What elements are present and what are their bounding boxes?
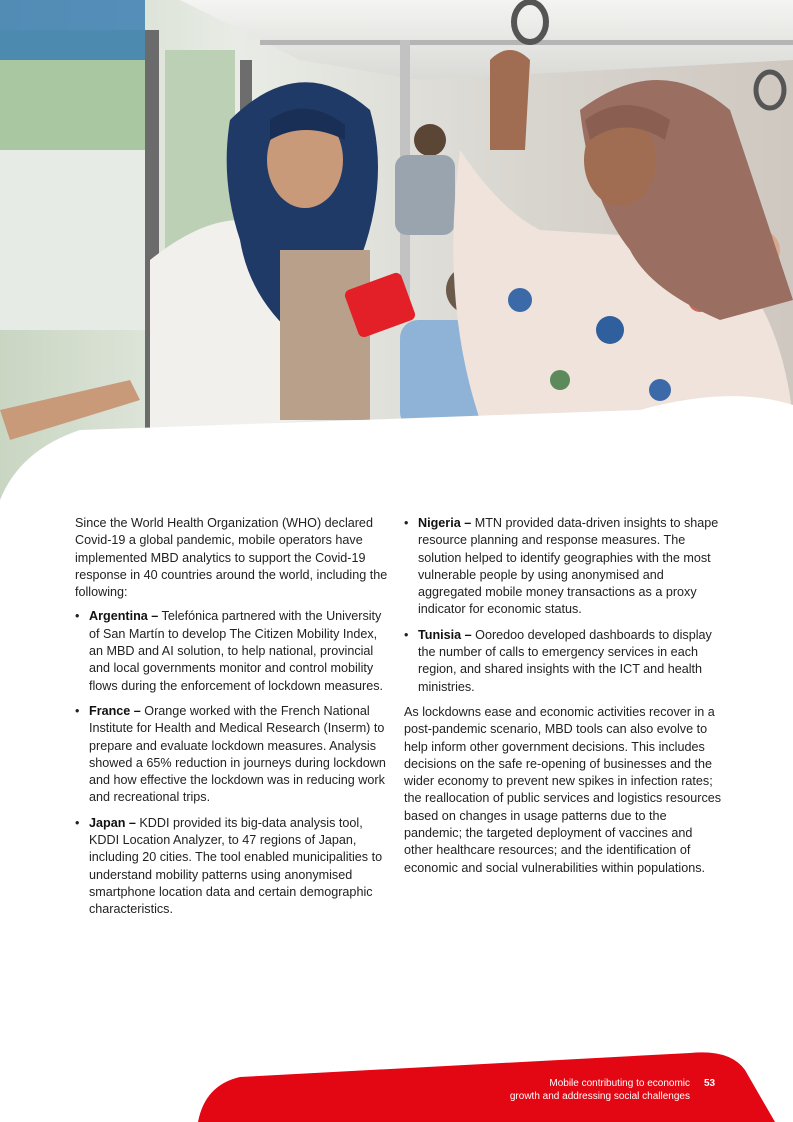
footer-line-1: Mobile contributing to economic: [549, 1078, 690, 1089]
right-bullet-list: [404, 515, 722, 696]
country-label: Argentina –: [89, 609, 159, 624]
list-item: [404, 627, 722, 696]
hero-photo: [0, 0, 793, 500]
left-bullet-list: [75, 608, 393, 918]
list-item: [75, 608, 393, 694]
country-label: France –: [89, 703, 141, 718]
left-column: [75, 515, 393, 927]
bullet-icon: •: [75, 609, 80, 624]
list-item-text: KDDI provided its big-data analysis tool, KDDI Location Analyzer, to 47 regions of Japan, including 20 cities. The tool enabled municipalities to understand mobility patterns using anonymised smartphone location data and certain demographic characteristics.: [89, 815, 383, 917]
list-item-text: MTN provided data-driven insights to shape resource planning and response measures. The solution helped to identify geographies with the most vulnerable people by using anonymised and aggregated mobile money transactions as a proxy indicator for economic status.: [418, 516, 719, 617]
intro-paragraph: Since the World Health Organization (WHO) declared Covid-19 a global pandemic, mobile operators have implemented MBD analytics to support the Covid-19 response in 40 countries around the world, including the following:: [75, 516, 388, 600]
footer-caption: [480, 1077, 690, 1103]
list-item: [404, 515, 722, 619]
page-number: 53: [704, 1078, 716, 1089]
bullet-icon: •: [404, 516, 409, 530]
bullet-icon: •: [75, 815, 80, 830]
right-column: [404, 515, 722, 884]
list-item-text: Ooredoo developed dashboards to display the number of calls to emergency services in each region, and shared insights with the ICT and health ministries.: [418, 627, 712, 694]
footer-line-2: growth and addressing social challenges: [509, 1091, 690, 1102]
bullet-icon: •: [75, 703, 80, 718]
country-label: Nigeria –: [418, 516, 472, 530]
country-label: Tunisia –: [418, 627, 472, 642]
bullet-icon: •: [404, 627, 409, 642]
country-label: Japan –: [89, 815, 136, 830]
list-item-text: Telefónica partnered with the University of San Martín to develop The Citizen Mobility Index, an MBD and AI solution, to help national, provincial and local governments monitor and control mobility flows during the enforcement of lockdown measures.: [89, 609, 384, 693]
list-item: [75, 703, 393, 807]
list-item: [75, 815, 393, 919]
closing-paragraph: As lockdowns ease and economic activities recover in a post-pandemic scenario, MBD tools can also evolve to help inform other government decisions. This includes decisions on the safe re-opening of businesses and the wider economy to prevent new spikes in infection rates; the reallocation of public services and logistics resources based on changes in usage patterns due to the pandemic; the targeted deployment of vaccines and other healthcare resources; and the identification of economic and social vulnerabilities within populations.: [404, 704, 722, 875]
list-item-text: Orange worked with the French National Institute for Health and Medical Research (Inserm) to prepare and evaluate lockdown measures. Analysis showed a 65% reduction in journeys during lockdown and how effective the lockdown was in reducing work and recreational trips.: [89, 703, 386, 805]
